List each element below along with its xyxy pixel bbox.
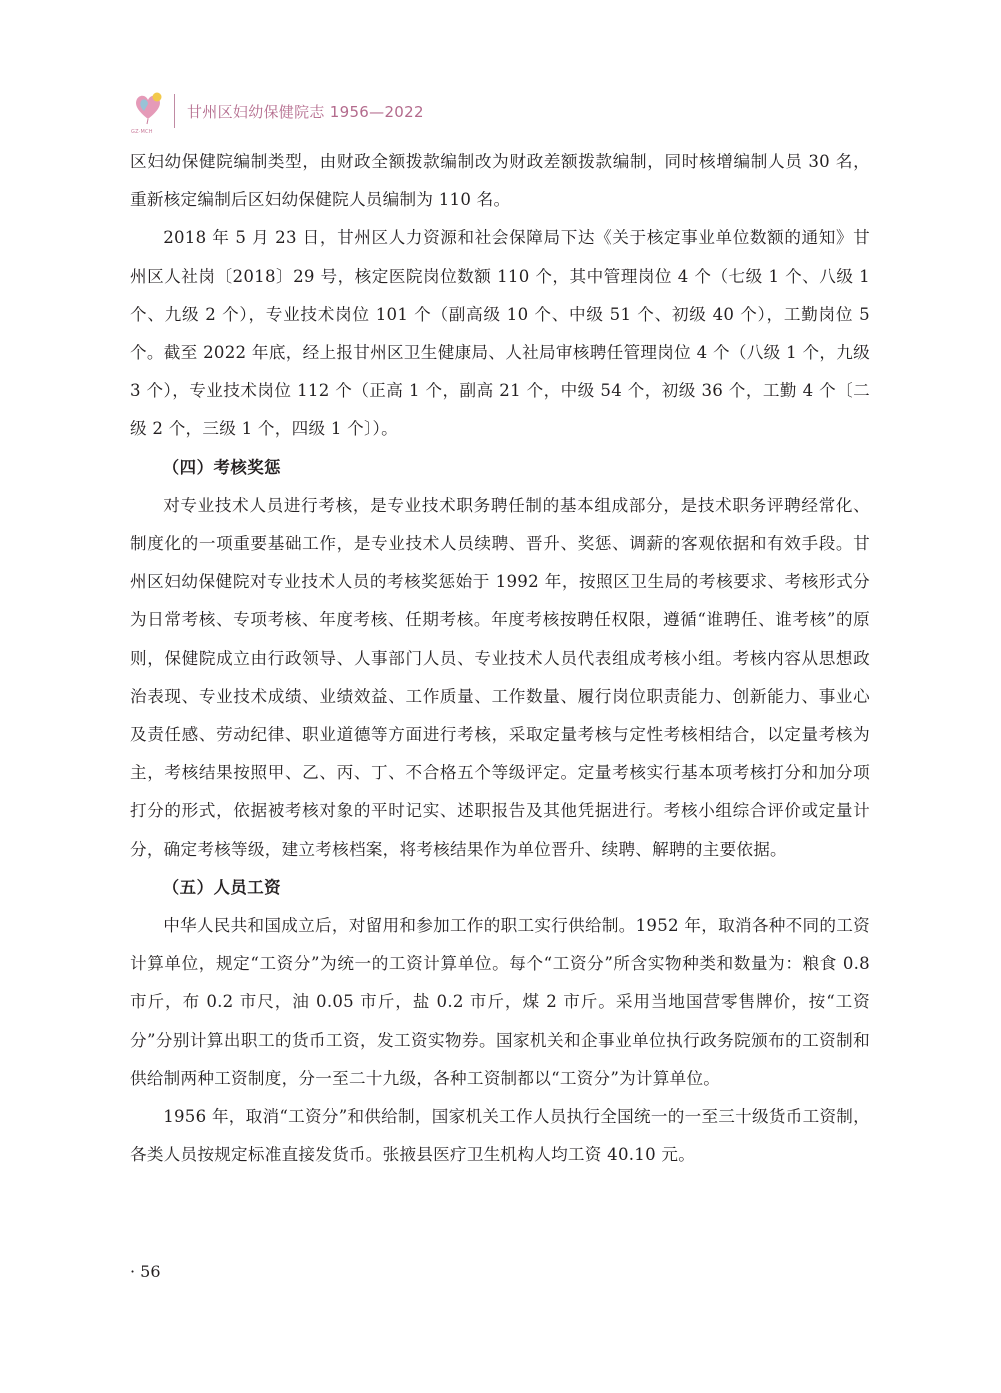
heart-balloon-logo-icon	[130, 89, 166, 125]
running-header	[130, 86, 424, 136]
header-divider	[174, 94, 175, 128]
page-body	[130, 143, 870, 1174]
paragraph-wage-points: 中华人民共和国成立后，对留用和参加工作的职工实行供给制。1952 年，取消各种不同的工资计算单位，规定“工资分”为统一的工资计算单位。每个“工资分”所含实物种类和数量为：粮食 0.8 市斤，布 0.2 市尺，油 0.05 市斤，盐 0.2 市斤，煤 2 市斤。采用当地国营零售牌价，按“工资分”分别计算出职工的货币工资，发工资实物券。国家机关和企事业单位执行政务院颁布的工资制和供给制两种工资制度，分一至二十九级，各种工资制都以“工资分”为计算单位。	[130, 916, 870, 1088]
paragraph-wage-1956: 1956 年，取消“工资分”和供给制，国家机关工作人员执行全国统一的一至三十级货币工资制，各类人员按规定标准直接发货币。张掖县医疗卫生机构人均工资 40.10 元。	[130, 1107, 870, 1165]
hospital-logo	[130, 89, 166, 133]
paragraph-continued: 区妇幼保健院编制类型，由财政全额拨款编制改为财政差额拨款编制，同时核增编制人员 30 名，重新核定编制后区妇幼保健院人员编制为 110 名。	[130, 152, 870, 210]
section-heading-wages: （五）人员工资	[162, 877, 282, 897]
book-title: 甘州区妇幼保健院志 1956—2022	[187, 102, 424, 121]
paragraph-post-quota-2018: 2018 年 5 月 23 日，甘州区人力资源和社会保障局下达《关于核定事业单位数额的通知》甘州区人社岗〔2018〕29 号，核定医院岗位数额 110 个，其中管理岗位 4 个（七级 1 个、八级 1 个、九级 2 个），专业技术岗位 101 个（副高级 10 个、中级 51 个、初级 40 个），工勤岗位 5 个。截至 2022 年底，经上报甘州区卫生健康局、人社局审核聘任管理岗位 4 个（八级 1 个，九级 3 个），专业技术岗位 112 个（正高 1 个，副高 21 个，中级 54 个，初级 36 个，工勤 4 个〔二级 2 个，三级 1 个，四级 1 个〕）。	[130, 228, 870, 439]
page-number: · 56	[130, 1262, 161, 1281]
paragraph-assessment: 对专业技术人员进行考核，是专业技术职务聘任制的基本组成部分，是技术职务评聘经常化、制度化的一项重要基础工作，是专业技术人员续聘、晋升、奖惩、调薪的客观依据和有效手段。甘州区妇幼保健院对专业技术人员的考核奖惩始于 1992 年，按照区卫生局的考核要求、考核形式分为日常考核、专项考核、年度考核、任期考核。年度考核按聘任权限，遵循“谁聘任、谁考核”的原则，保健院成立由行政领导、人事部门人员、专业技术人员代表组成考核小组。考核内容从思想政治表现、专业技术成绩、业绩效益、工作质量、工作数量、履行岗位职责能力、创新能力、事业心及责任感、劳动纪律、职业道德等方面进行考核，采取定量考核与定性考核相结合，以定量考核为主，考核结果按照甲、乙、丙、丁、不合格五个等级评定。定量考核实行基本项考核打分和加分项打分的形式，依据被考核对象的平时记实、述职报告及其他凭据进行。考核小组综合评价或定量计分，确定考核等级，建立考核档案，将考核结果作为单位晋升、续聘、解聘的主要依据。	[130, 495, 870, 859]
section-heading-assessment: （四）考核奖惩	[162, 457, 282, 477]
logo-caption: GZ·MCH	[131, 129, 153, 135]
